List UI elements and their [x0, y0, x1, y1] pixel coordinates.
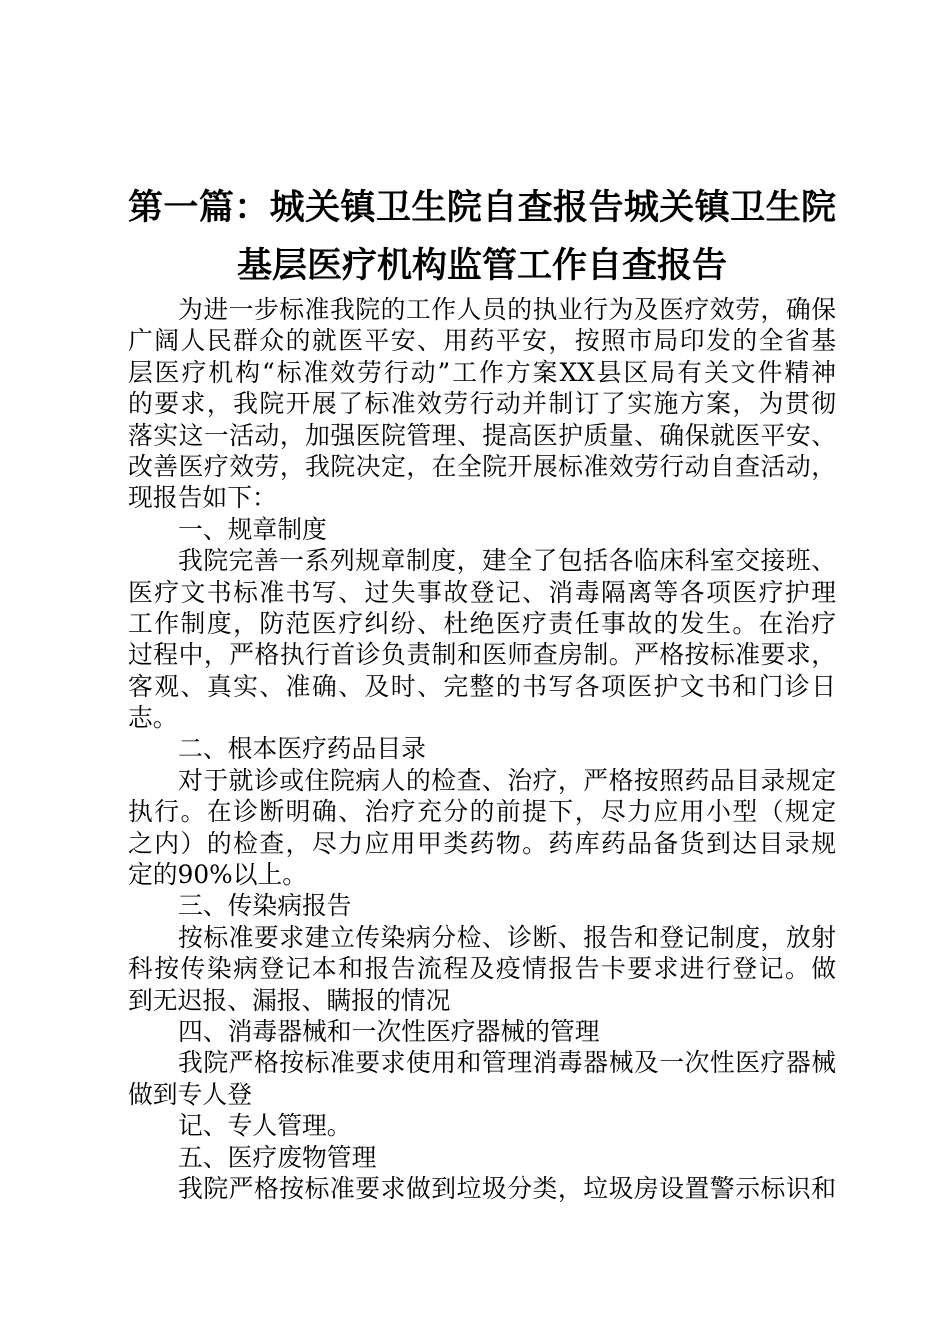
section-paragraph — [128, 765, 836, 891]
section-heading: 四、消毒器械和一次性医疗器械的管理 — [178, 1016, 600, 1046]
paragraph-line: 客观、真实、准确、及时、完整的书写各项医护文书和门诊日 — [128, 671, 836, 701]
paragraph-line: 做到专人登 — [128, 1079, 252, 1109]
paragraph-line: 医疗文书标准书写、过失事故登记、消毒隔离等各项医疗护理 — [128, 577, 836, 607]
paragraph-line: 工作制度，防范医疗纠纷、杜绝医疗责任事故的发生。在治疗 — [128, 608, 836, 638]
section-paragraph — [128, 922, 836, 1016]
section-paragraph — [128, 1173, 836, 1204]
paragraph-line: 记、专人管理。 — [178, 1111, 352, 1141]
section-paragraph — [128, 1047, 836, 1141]
paragraph-line: 我院严格按标准要求使用和管理消毒器械及一次性医疗器械 — [178, 1048, 836, 1078]
paragraph-line: 为进一步标准我院的工作人员的执业行为及医疗效劳，确保 — [178, 295, 836, 324]
paragraph-line: 我院严格按标准要求做到垃圾分类，垃圾房设置警示标识和 — [178, 1173, 836, 1203]
section-heading: 一、规章制度 — [178, 514, 327, 544]
paragraph-line: 之内）的检查，尽力应用甲类药物。药库药品备货到达目录规 — [128, 828, 836, 858]
section-heading: 二、根本医疗药品目录 — [178, 734, 426, 764]
paragraph-line: 层医疗机构“标准效劳行动”工作方案XX县区局有关文件精神 — [128, 357, 836, 387]
document-title-line-1: 第一篇：城关镇卫生院自查报告城关镇卫生院 — [128, 188, 836, 228]
paragraph-line: 科按传染病登记本和报告流程及疫情报告卡要求进行登记。做 — [128, 954, 836, 984]
paragraph-line: 改善医疗效劳，我院决定，在全院开展标准效劳行动自查活动， — [128, 451, 836, 481]
paragraph-line: 志。 — [128, 703, 178, 733]
paragraph-line: 对于就诊或住院病人的检查、治疗，严格按照药品目录规定 — [178, 765, 836, 795]
section-heading: 三、传染病报告 — [178, 891, 352, 921]
paragraph-line: 到无迟报、漏报、瞒报的情况 — [128, 985, 451, 1015]
section-heading: 五、医疗废物管理 — [178, 1142, 377, 1172]
paragraph-line: 落实这一活动，加强医院管理、提高医护质量、确保就医平安、 — [128, 420, 836, 450]
document-title-line-2: 基层医疗机构监管工作自查报告 — [236, 246, 727, 286]
paragraph-line: 的要求，我院开展了标准效劳行动并制订了实施方案，为贯彻 — [128, 389, 836, 419]
intro-paragraph — [128, 294, 836, 514]
paragraph-line: 按标准要求建立传染病分检、诊断、报告和登记制度，放射 — [178, 922, 836, 952]
paragraph-line: 定的90%以上。 — [128, 860, 308, 890]
section-paragraph — [128, 545, 836, 733]
paragraph-line: 现报告如下： — [128, 483, 277, 513]
document-body — [128, 294, 836, 1204]
paragraph-line: 过程中，严格执行首诊负责制和医师查房制。严格按标准要求， — [128, 640, 836, 670]
paragraph-line: 广阔人民群众的就医平安、用药平安，按照市局印发的全省基 — [128, 326, 836, 356]
paragraph-line: 我院完善一系列规章制度，建全了包括各临床科室交接班、 — [178, 546, 836, 576]
paragraph-line: 执行。在诊断明确、治疗充分的前提下，尽力应用小型（规定 — [128, 797, 836, 827]
